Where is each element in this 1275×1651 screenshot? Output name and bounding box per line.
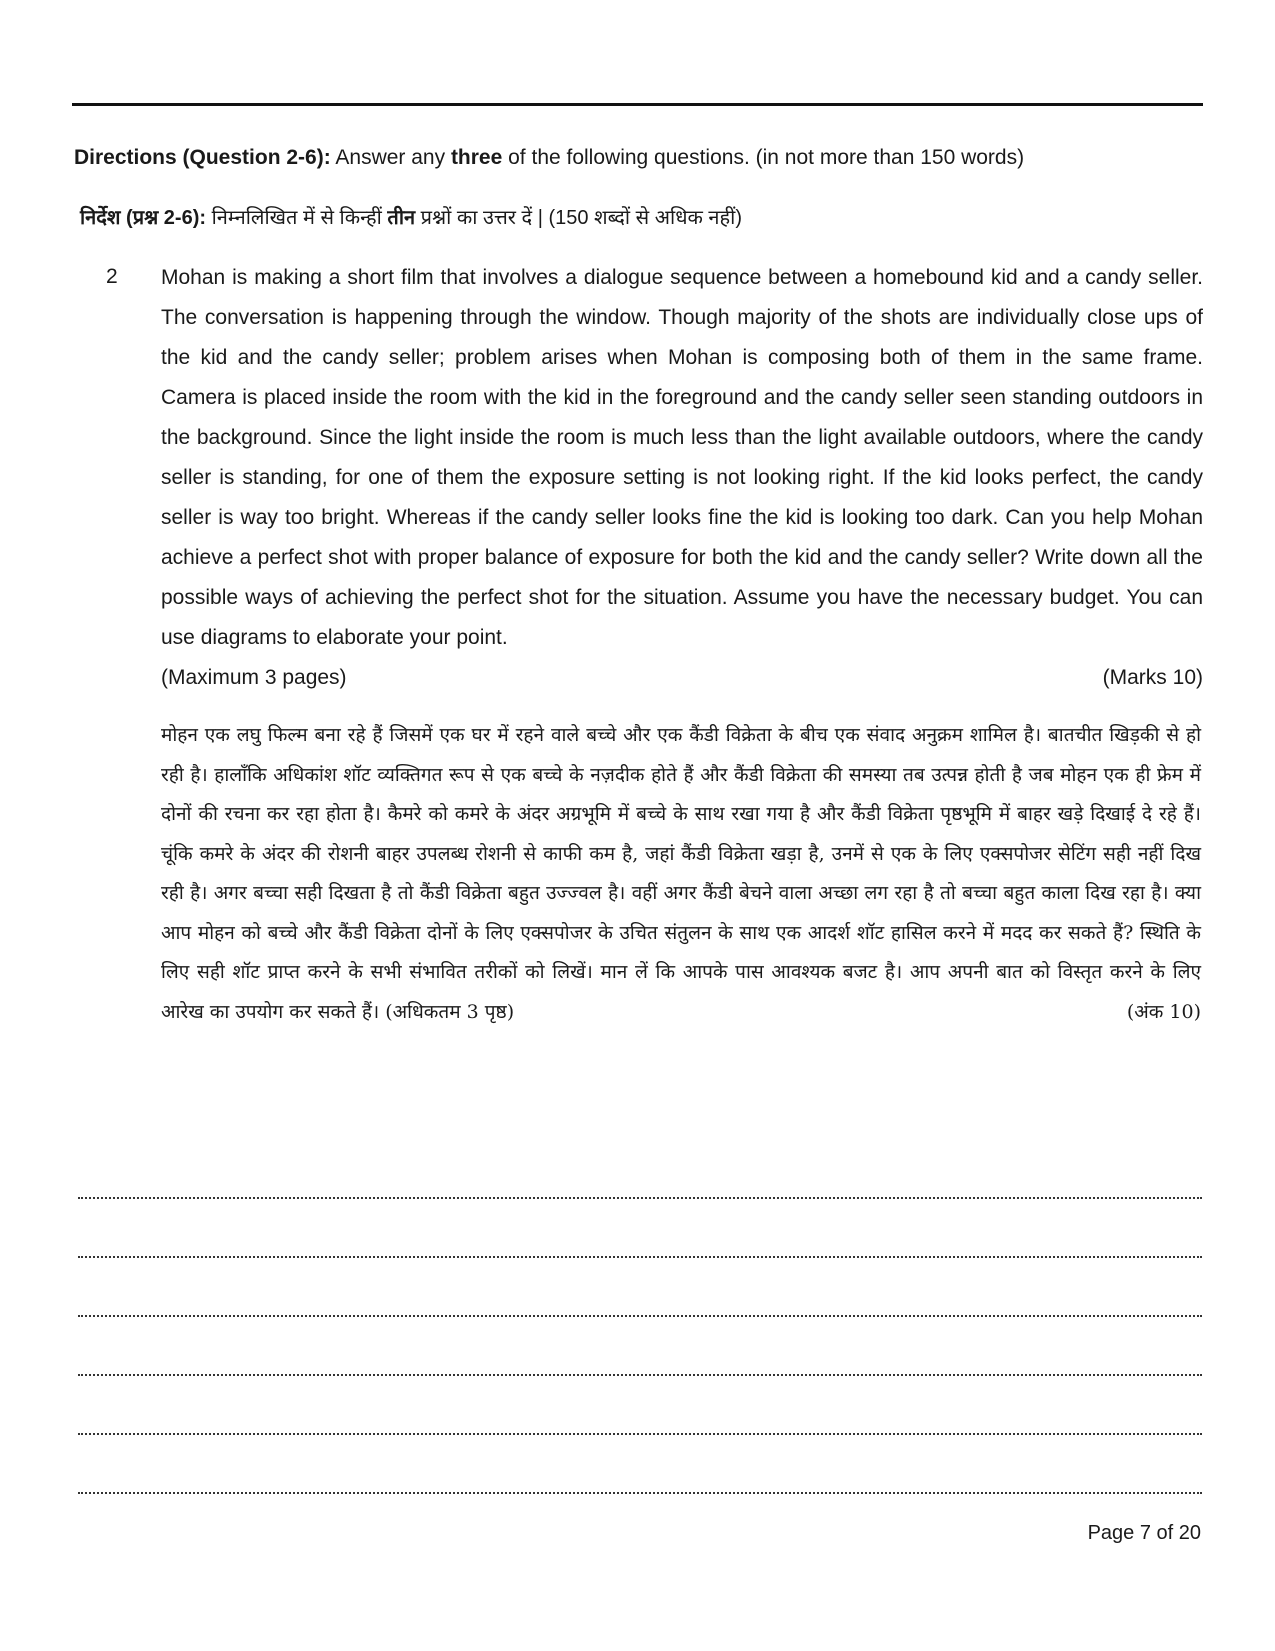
question-english-body: Mohan is making a short film that involves a dialogue sequence between a homebound kid and a candy seller. The conversation is happening through the window. Though majority of the shots are individually close ups of the kid and the candy seller; problem arises when Mohan is composing both of them in the same frame. Camera is placed inside the room with the kid in the foreground and the candy seller seen standing outdoors in the background. Since the light inside the room is much less than the light available outdoors, where the candy seller is standing, for one of them the exposure setting is not looking right. If the kid looks perfect, the candy seller is way too bright. Whereas if the candy seller looks fine the kid is looking too dark. Can you help Mohan achieve a perfect shot with proper balance of exposure for both the kid and the candy seller? Write down all the possible ways of achieving the perfect shot for the situation. Assume you have the necessary budget. You can use diagrams to elaborate your point. [161,266,1203,649]
answer-area[interactable] [78,1140,1202,1494]
question-hindi-marks: (अंक 10) [1126,1000,1201,1023]
question-number: 2 [106,265,118,288]
question-pages-limit: (Maximum 3 pages) [161,666,347,689]
top-rule [72,103,1203,106]
directions-hindi-label: निर्देश (प्रश्न 2-6): [80,207,207,229]
answer-line[interactable] [78,1435,1202,1494]
directions-text-after: of the following questions. (in not more than 150 words) [502,146,1025,169]
directions-hindi-text-before: निम्नलिखित में से किन्हीं [206,207,388,229]
question-hindi-body: मोहन एक लघु फिल्म बना रहे हैं जिसमें एक घर में रहने वाले बच्चे और एक कैंडी विक्रेता के बीच एक संवाद अनुक्रम शामिल है। बातचीत खिड़की से हो रही है। हालाँकि अधिकांश शॉट व्यक्तिगत रूप से एक बच्चे के नज़दीक होते हैं और कैंडी विक्रेता की समस्या तब उत्पन्न होती है जब मोहन एक ही फ्रेम में दोनों की रचना कर रहा होता है। कैमरे को कमरे के अंदर अग्रभूमि में बच्चे के साथ रखा गया है और कैंडी विक्रेता पृष्ठभूमि में बाहर खड़े दिखाई दे रहे हैं। चूंकि कमरे के अंदर की रोशनी बाहर उपलब्ध रोशनी से काफी कम है, जहां कैंडी विक्रेता खड़ा है, उनमें से एक के लिए एक्सपोजर सेटिंग सही नहीं दिख रही है। अगर बच्चा सही दिखता है तो कैंडी विक्रेता बहुत उज्ज्वल है। वहीं अगर कैंडी बेचने वाला अच्छा लग रहा है तो बच्चा बहुत काला दिख रहा है। क्या आप मोहन को बच्चे और कैंडी विक्रेता दोनों के लिए एक्सपोजर के उचित संतुलन के साथ एक आदर्श शॉट हासिल करने में मदद कर सकते हैं? स्थिति के लिए सही शॉट प्राप्त करने के सभी संभावित तरीकों को लिखें। मान लें कि आपके पास आवश्यक बजट है। आप अपनी बात को विस्तृत करने के लिए आरेख का उपयोग कर सकते हैं। (अधिकतम 3 पृष्ठ) [161,724,1201,1023]
directions-hindi-text-after: प्रश्नों का उत्तर दें | (150 शब्दों से अधिक नहीं) [415,207,742,229]
directions-hindi-emphasis: तीन [387,207,416,229]
question-english [161,258,1203,698]
directions-emphasis: three [450,146,503,169]
answer-line[interactable] [78,1258,1202,1317]
question-marks: (Marks 10) [1102,666,1203,689]
directions-text-before: Answer any [330,146,451,169]
page-number: Page 7 of 20 [1087,1522,1201,1544]
answer-line[interactable] [78,1140,1202,1199]
answer-line[interactable] [78,1376,1202,1435]
question-hindi [161,716,1201,1032]
directions-hindi [80,203,742,233]
directions-english [74,143,1024,173]
question-english-footer [161,658,1203,698]
answer-line[interactable] [78,1317,1202,1376]
answer-line[interactable] [78,1199,1202,1258]
directions-label: Directions (Question 2-6): [74,146,331,169]
